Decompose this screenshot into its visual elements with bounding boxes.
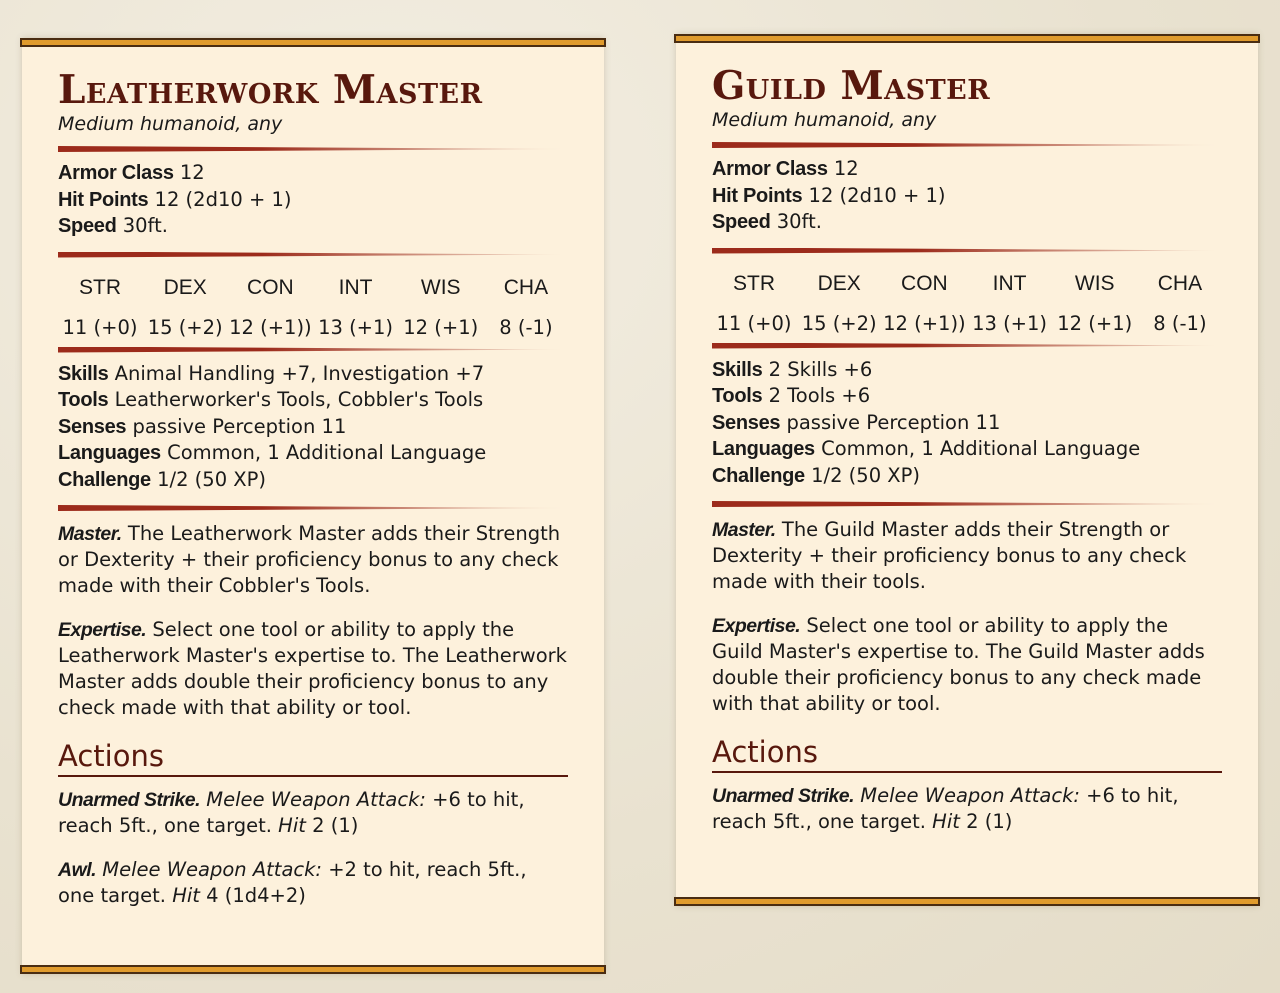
tools: Tools 2 Tools +6 (712, 384, 871, 407)
actions-heading: Actions (58, 739, 568, 777)
armor-class: Armor Class 12 (58, 161, 205, 184)
section-divider (58, 505, 568, 511)
tools: Tools Leatherworker's Tools, Cobbler's Tools (58, 388, 484, 411)
section-divider (58, 347, 568, 353)
section-divider (58, 252, 568, 258)
section-divider (712, 343, 1222, 349)
ability-int: INT 13 (+1) (972, 271, 1048, 335)
section-divider (712, 501, 1222, 507)
ability-wis: WIS 12 (+1) (1057, 271, 1133, 335)
armor-class: Armor Class 12 (712, 157, 859, 180)
ability-con: CON 12 (+1)) (883, 271, 966, 335)
ability-scores (712, 272, 1222, 335)
card-top-bar (20, 38, 606, 47)
ability-scores (58, 276, 568, 339)
section-divider (712, 142, 1222, 148)
hit-points: Hit Points 12 (2d10 + 1) (712, 183, 946, 207)
ability-str: STR 11 (+0) (62, 275, 138, 339)
ability-cha: CHA 8 (-1) (1153, 271, 1207, 335)
actions-heading: Actions (712, 735, 1222, 773)
ability-dex: DEX 15 (+2) (147, 275, 223, 339)
challenge: Challenge 1/2 (50 XP) (712, 463, 921, 487)
creature-name: Leatherwork Master (58, 67, 483, 113)
ability-cha: CHA 8 (-1) (499, 275, 553, 339)
skills: Skills Animal Handling +7, Investigation +7 (58, 361, 485, 385)
ability-con: CON 12 (+1)) (229, 275, 312, 339)
speed: Speed 30ft. (58, 214, 168, 237)
senses: Senses passive Perception 11 (58, 414, 347, 438)
card-bottom-bar (20, 965, 606, 974)
languages: Languages Common, 1 Additional Language (712, 437, 1141, 460)
challenge: Challenge 1/2 (50 XP) (58, 467, 267, 491)
creature-meta: Medium humanoid, any (58, 113, 283, 135)
ability-str: STR 11 (+0) (716, 271, 792, 335)
hit-points: Hit Points 12 (2d10 + 1) (58, 187, 292, 211)
speed: Speed 30ft. (712, 210, 822, 233)
section-divider (58, 146, 568, 152)
skills: Skills 2 Skills +6 (712, 357, 873, 381)
ability-wis: WIS 12 (+1) (403, 275, 479, 339)
senses: Senses passive Perception 11 (712, 410, 1001, 434)
stat-block-card-guild-master (676, 34, 1258, 906)
card-bottom-bar (674, 897, 1260, 906)
ability-dex: DEX 15 (+2) (801, 271, 877, 335)
languages: Languages Common, 1 Additional Language (58, 441, 487, 464)
trait-expertise: Expertise. Select one tool or ability to apply the Guild Master's expertise to. The Guild Master adds double their proficiency bonus to any check made with that ability or tool. (712, 614, 1205, 715)
creature-meta: Medium humanoid, any (712, 109, 937, 131)
section-divider (712, 248, 1222, 254)
ability-int: INT 13 (+1) (318, 275, 394, 339)
card-top-bar (674, 34, 1260, 43)
creature-name: Guild Master (712, 63, 991, 109)
trait-master: Master. The Leatherwork Master adds their Strength or Dexterity + their proficiency bonus to any check made with their Cobbler's Tools. (58, 522, 561, 597)
action-unarmed-strike: Unarmed Strike. Melee Weapon Attack: +6 to hit, reach 5ft., one target. Hit 2 (1) (58, 788, 525, 837)
action-unarmed-strike: Unarmed Strike. Melee Weapon Attack: +6 to hit, reach 5ft., one target. Hit 2 (1) (712, 784, 1179, 833)
trait-master: Master. The Guild Master adds their Strength or Dexterity + their proficiency bonus to any check made with their tools. (712, 518, 1187, 593)
trait-expertise: Expertise. Select one tool or ability to apply the Leatherwork Master's expertise to. The Leatherwork Master adds double their proficiency bonus to any check made with that ability or tool. (58, 618, 567, 719)
stat-block-card-leatherwork-master (22, 38, 604, 974)
action-awl: Awl. Melee Weapon Attack: +2 to hit, reach 5ft., one target. Hit 4 (1d4+2) (58, 858, 527, 907)
